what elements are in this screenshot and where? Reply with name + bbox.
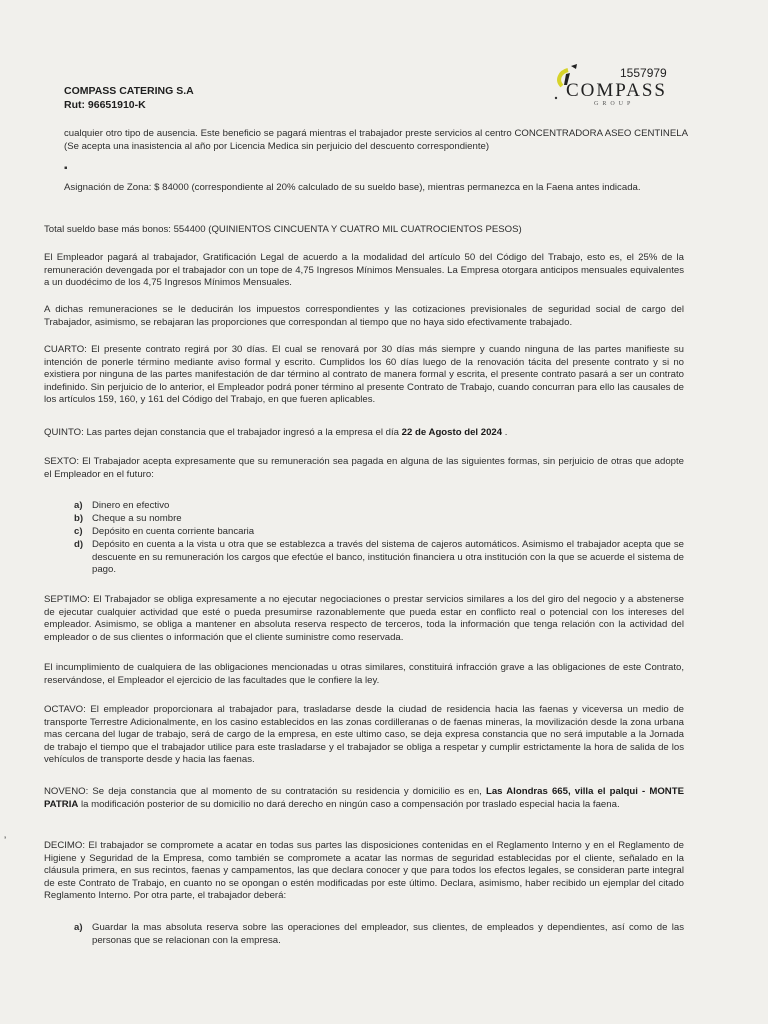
quinto-text: QUINTO: Las partes dejan constancia que el trabajador ingresó a la empresa el día: [44, 427, 402, 438]
noveno-end: la modificación posterior de su domicilio no dará derecho en ningún caso a compensación por traslado especial hacia la faena.: [78, 798, 620, 810]
deductions-paragraph: A dichas remuneraciones se le deducirán los impuestos correspondientes y las cotizaciones previsionales de seguridad social de cargo del Trabajador, asimismo, se rebajaran las proporciones que correspondan al tiempo que no haya sido efectivamente trabajado.: [44, 304, 684, 328]
company-rut: Rut: 96651910-K: [64, 99, 146, 111]
margin-mark: ʼ: [4, 836, 7, 847]
breach-paragraph: El incumplimiento de cualquiera de las obligaciones mencionadas u otras similares, constituirá infracción grave a las obligaciones de este Contrato, reservándose, el Empleador el ejercicio de las facultades que le confiere la ley.: [44, 662, 684, 686]
logo-subtitle: GROUP: [594, 101, 635, 107]
list-marker: a): [74, 922, 83, 933]
noveno-text: NOVENO: Se deja constancia que al momento de su contratación su residencia y domicilio es en,: [44, 786, 486, 797]
clause-cuarto: CUARTO: El presente contrato regirá por 30 días. El cual se renovará por 30 días más siempre y cuando ninguna de las partes manifieste su intención de ponerle término mediante aviso formal y escrito. Cumplidos los 60 días luego de la renovación tácita del presente contrato y si no existiera por ninguna de las partes manifestación de dar término al contrato de manera formal y escrita, el presente contrato pasará a ser un contrato indefinido. Sin perjuicio de lo anterior, el Empleador podrá poner término al presente Contrato de Trabajo, cuando concurran para ello las causales de los artículos 159, 160, y 161 del Código del Trabajo, en que fueren aplicables.: [44, 344, 684, 406]
company-name: COMPASS CATERING S.A: [64, 85, 194, 97]
gratification-paragraph: El Empleador pagará al trabajador, Gratificación Legal de acuerdo a la modalidad del artículo 50 del Código del Trabajo, esto es, el 25% de la remuneración devengada por el trabajador con un tope de 4,75 Ingresos Mínimos Mensuales. La Empresa otorgara anticipos mensuales equivalentes a un duodécimo de los 4,75 Ingresos Mínimos Mensuales.: [44, 252, 684, 289]
clause-quinto: [44, 427, 684, 440]
clause-octavo: OCTAVO: El empleador proporcionara al trabajador para, trasladarse desde la ciudad de residencia hacia las faenas y viceversa un medio de transporte Terrestre Adicionalmente, en los casino establecidos en las zonas cordilleranas o de faenas mineras, la movilización desde la zona urbana mas cercana del lugar de trabajo, será de cargo de la empresa, en este ultimo caso, se deja expresa constancia que no será imputable a la Jornada de trabajo el tiempo que el trabajador utilice para este trasladarse y el trabajador se obliga a respetar y cumplir estrictamente la hora de salida de los vehículos de transporte desde y hacia las faenas.: [44, 704, 684, 766]
document-number: 1557979: [620, 66, 667, 80]
list-text: Depósito en cuenta a la vista u otra que se establezca a través del sistema de cajeros automáticos. Asimismo el trabajador acepta que se descuente en su remuneración los cargos que efectúe el banco, institución financiera u otra institución con la que se acuerde el sistema de pago.: [92, 539, 684, 576]
total-salary-line: Total sueldo base más bonos: 554400 (QUINIENTOS CINCUENTA Y CUATRO MIL CUATROCIENTOS PESOS): [44, 224, 522, 235]
list-marker: c): [74, 526, 83, 537]
list-text: Cheque a su nombre: [92, 513, 182, 524]
clause-noveno: [44, 786, 684, 811]
clause-decimo: DECIMO: El trabajador se compromete a acatar en todas sus partes las disposiciones contenidas en el Reglamento Interno y en el Reglamento de Higiene y Seguridad de la Empresa, como también se compromete a acatar las normas de seguridad establecidas por el cliente, señalado en la cláusula primera, en sus recintos, faenas y campamentos, las que declara conocer y que para todos los efectos legales, se consideran parte integral de este Contrato de Trabajo, en cuanto no se opongan o estén modificadas por este último. Declara, asimismo, haber recibido un ejemplar del citado Reglamento Interno. Por otra parte, el trabajador deberá:: [44, 840, 684, 902]
company-header: [64, 84, 194, 112]
list-text: Guardar la mas absoluta reserva sobre las operaciones del empleador, sus clientes, de empleados y dependientes, así como de las personas que se relacionan con la empresa.: [92, 922, 684, 946]
list-text: Depósito en cuenta corriente bancaria: [92, 526, 255, 537]
worker-obligation: [74, 922, 684, 950]
clause-sexto: SEXTO: El Trabajador acepta expresamente que su remuneración sea pagada en alguna de las siguientes formas, sin perjuicio de otras que adopte el Empleador en el futuro:: [44, 456, 684, 480]
home-address: Las Alondras 665, villa el palqui - MONTE PATRIA: [44, 786, 684, 810]
payment-option: [74, 539, 684, 579]
list-marker: b): [74, 513, 84, 524]
payment-option: [74, 513, 684, 526]
absence-benefit-paragraph: cualquier otro tipo de ausencia. Este beneficio se pagará mientras el trabajador preste servicios al centro CONCENTRADORA ASEO CENTINELA (Se acepta una inasistencia al año por Licencia Medica sin perjuicio del descuento correspondiente): [64, 128, 688, 152]
zone-allowance-paragraph: Asignación de Zona: $ 84000 (correspondiente al 20% calculado de su sueldo base), mientras permanezca en la Faena antes indicada.: [64, 182, 641, 193]
payment-option: [74, 526, 684, 539]
margin-mark: ▪: [64, 163, 68, 174]
list-text: Dinero en efectivo: [92, 500, 170, 511]
list-marker: d): [74, 539, 84, 550]
quinto-end: .: [502, 427, 508, 438]
logo-wordmark: COMPASS: [566, 80, 667, 101]
payment-option: [74, 500, 684, 513]
list-marker: a): [74, 500, 83, 511]
clause-septimo: SEPTIMO: El Trabajador se obliga expresamente a no ejecutar negociaciones o prestar servicios similares a los del giro del negocio y a abstenerse de ejecutar cualquier actividad que esté o pueda presumirse razonablemente que pueda estar en conflicto real o potencial con los intereses del empleador. Asimismo, se obliga a mantener en absoluta reserva respecto de terceros, toda la información que tenga relación con la actividad del empleador o de sus clientes o información que el cliente suministre como reservada.: [44, 594, 684, 643]
start-date: 22 de Agosto del 2024: [401, 427, 503, 438]
